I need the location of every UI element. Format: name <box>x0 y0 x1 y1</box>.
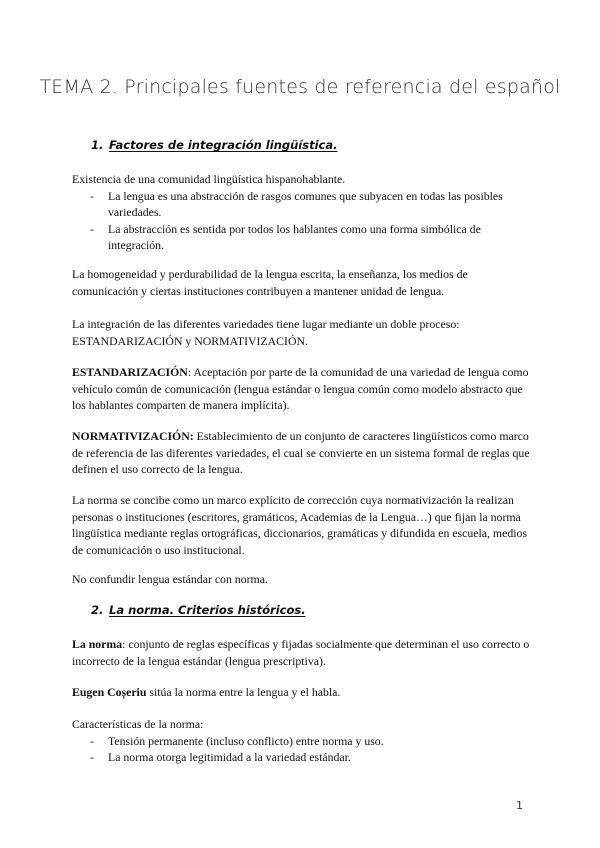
section-1-heading <box>91 138 337 152</box>
paragraph-norma: La norma se concibe como un marco explícito de corrección cuya normativización la realizan personas o instituciones (escritores, gramáticos, Academias de la Lengua…) que fijan la norma lingüística mediante reglas ortográficas, diccionarios, gramáticas y difundida en escuela, medios de comunicación o uso institucional. <box>72 493 528 557</box>
section-1-bullet-list <box>72 188 532 254</box>
section-2-bullet-list <box>72 733 532 766</box>
paragraph-confundir: No confundir lengua estándar con norma. <box>72 572 268 586</box>
section-1-title: Factores de integración lingüística. <box>109 138 338 152</box>
term-coseriu: Eugen Coșeriu <box>72 685 147 699</box>
paragraph-estandarizacion: ESTANDARIZACIÓN: Aceptación por parte de la comunidad de una variedad de lengua como vehículo común de comunicación (lengua estándar o lengua común como modelo abstracto que los hablantes comparten de manera implícita). <box>72 365 529 412</box>
section-2-heading <box>91 603 306 617</box>
section-2-characteristics <box>72 716 532 766</box>
paragraph-la-norma: La norma: conjunto de reglas específicas y fijadas socialmente que determinan el uso correcto o incorrecto de la lengua estándar (lengua prescriptiva). <box>72 637 530 668</box>
paragraph-coseriu: Eugen Coșeriu sitúa la norma entre la lengua y el habla. <box>72 685 341 699</box>
paragraph-homogeneidad: La homogeneidad y perdurabilidad de la lengua escrita, la enseñanza, los medios de comunicación y ciertas instituciones contribuyen a mantener unidad de lengua. <box>72 267 468 298</box>
list-item: - La abstracción es sentida por todos los hablantes como una forma simbólica de integración. <box>90 221 481 252</box>
page-number: 1 <box>516 799 523 812</box>
term-estandarizacion: ESTANDARIZACIÓN <box>72 365 188 379</box>
section-1-intro-block <box>72 171 532 254</box>
list-item: - La lengua es una abstracción de rasgos comunes que subyacen en todas las posibles variedades. <box>90 188 503 219</box>
paragraph-normativizacion: NORMATIVIZACIÓN: Establecimiento de un conjunto de caracteres lingüísticos como marco de referencia de las diferentes variedades, el cual se convierte en un sistema formal de reglas que definen el uso correcto de la lengua. <box>72 429 530 476</box>
section-2-title: La norma. Criterios históricos. <box>109 603 306 617</box>
list-item: - La norma otorga legitimidad a la variedad estándar. <box>90 750 351 764</box>
document-title: TEMA 2. Principales fuentes de referencia del español <box>39 76 561 98</box>
characteristics-label: Características de la norma: <box>72 717 204 731</box>
list-item: - Tensión permanente (incluso conflicto) entre norma y uso. <box>90 733 384 748</box>
intro-paragraph: Existencia de una comunidad lingüística hispanohablante. <box>72 172 346 186</box>
section-2-number: 2. <box>91 603 104 617</box>
paragraph-integracion: La integración de las diferentes variedades tiene lugar mediante un doble proceso: ESTANDARIZACIÓN y NORMATIVIZACIÓN. <box>72 317 460 348</box>
term-normativizacion: NORMATIVIZACIÓN: <box>72 429 194 443</box>
section-1-number: 1. <box>91 138 104 152</box>
term-la-norma: La norma <box>72 637 123 651</box>
